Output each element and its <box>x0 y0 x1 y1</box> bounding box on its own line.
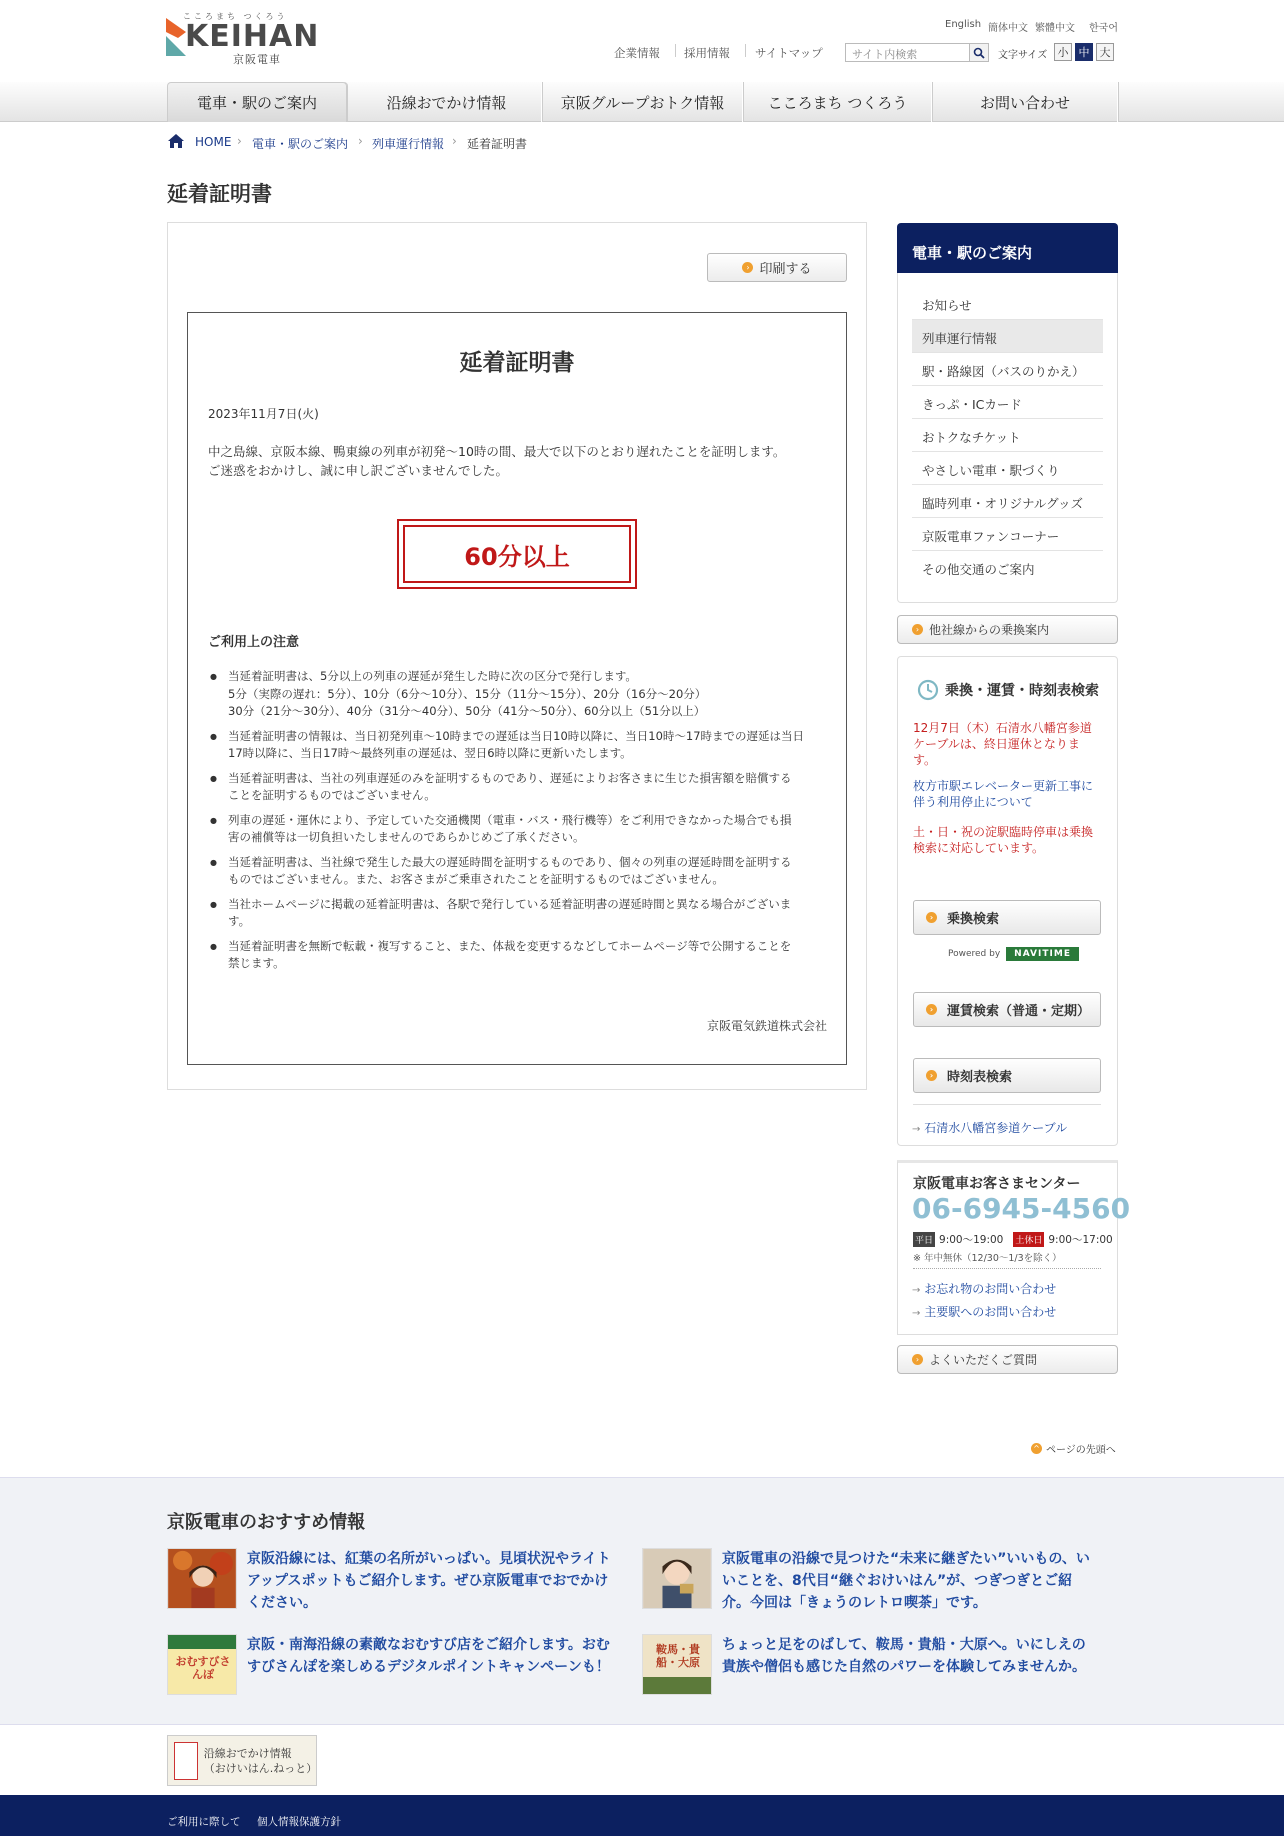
timetable-search-button[interactable] <box>913 1058 1101 1093</box>
recommend-line: 京阪・南海沿線の素敵なおむすび店をご紹介します。おむ <box>247 1637 610 1653</box>
recommend-item-autumn[interactable] <box>247 1548 627 1614</box>
lang-simplified-chinese-link[interactable]: 簡体中文 <box>988 23 1028 34</box>
transfer-search-button[interactable] <box>913 900 1101 935</box>
keihan-logo-icon[interactable] <box>166 18 186 56</box>
nav-group-deals[interactable]: 京阪グループおトク情報 <box>543 82 743 122</box>
print-label: 印刷する <box>759 262 812 277</box>
certificate-body-line: 中之島線、京阪本線、鴨東線の列車が初発〜10時の間、最大で以下のとおり遅れたことを証明します。 <box>208 444 786 459</box>
navitime-logo[interactable]: NAVITIME <box>1006 947 1079 961</box>
sitemap-link[interactable]: サイトマップ <box>755 46 823 60</box>
lang-english-link[interactable]: English <box>945 19 982 30</box>
cable-link[interactable] <box>912 1119 1067 1136</box>
note-line: 17時以降に、当日17時〜最終列車の遅延は、翌日6時以降に更新いたします。 <box>228 746 632 760</box>
breadcrumb-trains-stations[interactable]: 電車・駅のご案内 <box>252 137 349 151</box>
clock-icon <box>917 679 939 701</box>
powered-by <box>948 947 1079 961</box>
arrow-right-icon: › <box>926 1004 937 1015</box>
fare-search-label: 運賃検索（普通・定期） <box>947 1004 1091 1019</box>
list-item <box>208 668 828 721</box>
arrow-right-icon: → <box>912 1124 921 1135</box>
print-button[interactable] <box>707 253 847 282</box>
page-top-link[interactable] <box>1031 1441 1116 1456</box>
nav-outings[interactable]: 沿線おでかけ情報 <box>352 82 542 122</box>
holiday-hours: 9:00〜17:00 <box>1048 1234 1113 1246</box>
delay-value: 60分以上 <box>403 525 631 583</box>
search-panel-title <box>917 679 1099 701</box>
arrow-right-icon: › <box>912 624 923 635</box>
omusubi-image-text: おむすびさんぽ <box>175 1655 231 1681</box>
home-icon[interactable] <box>167 133 185 149</box>
recommend-item-omusubi[interactable] <box>247 1634 627 1678</box>
transfer-guide-button[interactable] <box>897 615 1118 644</box>
divider <box>913 1268 1101 1269</box>
arrow-right-icon: › <box>742 262 753 273</box>
powered-by-text: Powered by <box>948 949 1001 959</box>
recommend-line: 京阪電車の沿線で見つけた“未来に継ぎたい”いいもの、い <box>722 1551 1090 1567</box>
kurama-kibune-ohara-image[interactable] <box>642 1634 712 1695</box>
recommend-line: 介。今回は「きょうのレトロ喫茶」です。 <box>722 1595 987 1611</box>
chevron-right-icon: › <box>358 134 363 148</box>
notes-list <box>208 668 828 980</box>
weekday-tag: 平日 <box>913 1232 935 1247</box>
sidebar-heading: 電車・駅のご案内 <box>897 223 1118 273</box>
arrow-right-icon: › <box>926 912 937 923</box>
certificate-date: 2023年11月7日(火) <box>208 407 319 421</box>
notice-line: 枚方市駅エレベーター更新工事に <box>913 779 1094 793</box>
station-inquiry-link[interactable] <box>912 1303 1056 1320</box>
note-line: 30分（21分〜30分）、40分（31分〜40分）、50分（41分〜50分）、60分以上（51分以上） <box>228 704 706 718</box>
font-size-large-button[interactable]: 大 <box>1096 43 1114 61</box>
divider <box>913 1104 1101 1105</box>
note-line: 5分（実際の遅れ：5分）、10分（6分〜10分）、15分（11分〜15分）、20分（16分〜20分） <box>228 686 707 701</box>
lang-traditional-chinese-link[interactable]: 繁體中文 <box>1035 23 1075 34</box>
corporate-info-link[interactable]: 企業情報 <box>614 46 660 60</box>
breadcrumb-home[interactable]: HOME <box>195 135 232 149</box>
terms-of-use-link[interactable]: ご利用に際して <box>167 1816 241 1828</box>
customer-center-note: ※ 年中無休（12/30〜1/3を除く） <box>913 1253 1062 1264</box>
nav-kokoromachi[interactable]: こころまち つくろう <box>744 82 932 122</box>
customer-center-phone: 06-6945-4560 <box>912 1192 1131 1225</box>
note-line: 害の補償等は一切負担いたしませんのであらかじめご了承ください。 <box>228 830 585 844</box>
recruit-link[interactable]: 採用情報 <box>684 46 730 60</box>
arrow-up-icon: ^ <box>1031 1443 1042 1454</box>
chevron-right-icon: › <box>452 134 457 148</box>
sidebar-item-tickets-ic[interactable]: きっぷ・ICカード <box>912 386 1103 419</box>
list-item <box>208 896 828 931</box>
search-panel-title-text: 乗換・運賃・時刻表検索 <box>945 683 1099 699</box>
faq-label: よくいただくご質問 <box>929 1353 1038 1367</box>
note-line: ● 当社ホームページに掲載の延着証明書は、各駅で発行している延着証明書の遅延時間と異なる場合がございま <box>228 896 792 911</box>
divider <box>675 44 676 57</box>
cable-link-label: 石清水八幡宮参道ケーブル <box>924 1121 1068 1135</box>
notice-line: 検索に対応しています。 <box>913 841 1045 855</box>
autumn-leaves-image[interactable] <box>167 1548 237 1609</box>
font-size-medium-button[interactable]: 中 <box>1075 43 1093 61</box>
recommend-line: アップスポットもご紹介します。ぜひ京阪電車でおでかけ <box>247 1573 609 1589</box>
company-name: 京阪電気鉄道株式会社 <box>706 1019 827 1033</box>
fare-search-button[interactable] <box>913 992 1101 1027</box>
weekday-hours: 9:00〜19:00 <box>939 1234 1004 1246</box>
okeihan-banner-text <box>204 1746 316 1776</box>
sidebar-item-accessibility[interactable]: やさしい電車・駅づくり <box>912 452 1103 485</box>
certificate-body-line: ご迷惑をおかけし、誠に申し訳ございませんでした。 <box>208 463 509 478</box>
page-title: 延着証明書 <box>167 182 272 206</box>
list-item <box>208 854 828 889</box>
holiday-tag: 土休日 <box>1013 1232 1044 1247</box>
arrow-right-icon: → <box>912 1285 921 1296</box>
okeihan-net-banner[interactable] <box>167 1735 317 1786</box>
notice-line: 土・日・祝の淀駅臨時停車は乗換 <box>913 825 1094 839</box>
font-size-label: 文字サイズ <box>998 50 1048 61</box>
transfer-guide-label: 他社線からの乗換案内 <box>929 623 1050 637</box>
sidebar-item-route-map[interactable]: 駅・路線図（バスのりかえ） <box>912 353 1103 386</box>
logo-tagline: こころまち つくろう <box>183 12 288 21</box>
lang-korean-link[interactable]: 한국어 <box>1089 23 1118 34</box>
omusubi-image[interactable] <box>167 1634 237 1695</box>
recommend-item-retro-cafe[interactable] <box>722 1548 1102 1614</box>
list-item <box>208 728 828 763</box>
nav-trains-stations[interactable]: 電車・駅のご案内 <box>167 82 347 122</box>
notice-line: 伴う利用停止について <box>913 795 1033 809</box>
note-line: ことを証明するものではございません。 <box>228 788 436 802</box>
sidebar-item-special-trains[interactable]: 臨時列車・オリジナルグッズ <box>912 485 1103 518</box>
notes-heading: ご利用上の注意 <box>208 635 300 650</box>
nav-contact[interactable]: お問い合わせ <box>933 82 1118 122</box>
sidebar-item-value-tickets[interactable]: おトクなチケット <box>912 419 1103 452</box>
recommend-line: すびさんぽを楽しめるデジタルポイントキャンペーンも！ <box>247 1659 610 1675</box>
certificate-body <box>208 442 828 480</box>
recommend-line: 京阪沿線には、紅葉の名所がいっぱい。見頃状況やライト <box>247 1551 611 1567</box>
list-item <box>208 938 828 973</box>
arrow-right-icon: › <box>912 1354 923 1365</box>
breadcrumb-operation-info[interactable]: 列車運行情報 <box>372 137 445 151</box>
station-inquiry-label: 主要駅へのお問い合わせ <box>924 1305 1057 1319</box>
notice-cable-suspension[interactable] <box>913 720 1103 768</box>
transfer-search-label: 乗換検索 <box>947 912 1000 927</box>
certificate-title: 延着証明書 <box>459 350 575 376</box>
divider <box>745 44 746 57</box>
okeihan-logo-icon <box>174 1742 198 1780</box>
arrow-right-icon: › <box>926 1070 937 1081</box>
recommend-item-kurama[interactable] <box>722 1634 1102 1678</box>
kurama-image-ground <box>643 1677 712 1695</box>
sidebar-item-news[interactable]: お知らせ <box>912 287 1103 320</box>
site-search-input[interactable]: サイト内検索 <box>845 43 970 62</box>
timetable-search-label: 時刻表検索 <box>947 1070 1013 1085</box>
logo-text[interactable]: KEIHAN <box>185 19 320 54</box>
note-line: ものではございません。また、お客さまがご乗車されたことを証明するものではございません。 <box>228 872 724 886</box>
logo-kanji: 京阪電車 <box>233 53 281 66</box>
customer-center-hours <box>913 1232 1113 1247</box>
privacy-policy-link[interactable]: 個人情報保護方針 <box>257 1816 341 1828</box>
arrow-right-icon: → <box>912 1308 921 1319</box>
note-line: ● 当延着証明書は、5分以上の列車の遅延が発生した時に次の区分で発行します。 <box>228 669 637 683</box>
recommend-line: 貴族や僧侶も感じた自然のパワーを体験してみませんか。 <box>722 1659 1086 1675</box>
kurama-image-text: 鞍馬・貴船・大原 <box>656 1643 700 1669</box>
search-icon <box>973 47 985 59</box>
breadcrumb-current: 延着証明書 <box>467 137 528 151</box>
retro-cafe-image[interactable] <box>642 1548 712 1609</box>
font-size-small-button[interactable]: 小 <box>1054 43 1072 61</box>
recommend-line: いことを、8代目“継ぐおけいはん”が、つぎつぎとご紹 <box>722 1573 1073 1589</box>
okeihan-line: （おけいはん.ねっと） <box>203 1761 318 1775</box>
notice-line: す。 <box>913 753 937 767</box>
note-line: す。 <box>228 914 251 928</box>
note-line: ● 当延着証明書の情報は、当日初発列車〜10時までの遅延は当日10時以降に、当日10時〜17時までの遅延は当日 <box>228 728 805 743</box>
faq-button[interactable] <box>897 1345 1118 1374</box>
notice-elevator-work[interactable] <box>913 778 1103 810</box>
notice-line: 12月7日（木）石清水八幡宮参道 <box>913 721 1092 735</box>
omusubi-banner <box>168 1635 237 1649</box>
note-line: ● 当延着証明書を無断で転載・複写すること、また、体裁を変更するなどしてホームページ等で公開することを <box>228 938 792 953</box>
search-button[interactable] <box>969 43 989 62</box>
recommend-line: ちょっと足をのばして、鞍馬・貴船・大原へ。いにしえの <box>722 1637 1086 1653</box>
delay-box <box>397 519 637 589</box>
notice-yodo-stop[interactable] <box>913 824 1103 856</box>
customer-center-title: 京阪電車お客さまセンター <box>913 1176 1081 1192</box>
sidebar-item-operation-info[interactable]: 列車運行情報 <box>912 320 1103 353</box>
note-line: ● 当延着証明書は、当社線で発生した最大の遅延時間を証明するものであり、個々の列車の遅延時間を証明する <box>228 854 792 869</box>
list-item <box>208 812 828 847</box>
lost-items-link[interactable] <box>912 1280 1056 1297</box>
okeihan-line: 沿線おでかけ情報 <box>203 1746 292 1760</box>
note-line: ● 当延着証明書は、当社の列車遅延のみを証明するものであり、遅延によりお客さまに生じた損害額を賠償する <box>228 770 792 785</box>
page-top-label: ページの先頭へ <box>1046 1445 1116 1456</box>
list-item <box>208 770 828 805</box>
recommend-heading: 京阪電車のおすすめ情報 <box>167 1512 366 1533</box>
note-line: 禁じます。 <box>228 956 285 970</box>
recommend-line: ください。 <box>247 1595 317 1611</box>
notice-line: ケーブルは、終日運休となりま <box>913 737 1080 751</box>
sidebar-item-fan-corner[interactable]: 京阪電車ファンコーナー <box>912 518 1103 551</box>
sidebar-item-other-transport[interactable]: その他交通のご案内 <box>922 562 1035 577</box>
note-line: ● 列車の遅延・運休により、予定していた交通機関（電車・バス・飛行機等）をご利用できなかった場合でも損 <box>228 812 792 827</box>
chevron-right-icon: › <box>237 134 242 148</box>
lost-items-label: お忘れ物のお問い合わせ <box>924 1282 1057 1296</box>
